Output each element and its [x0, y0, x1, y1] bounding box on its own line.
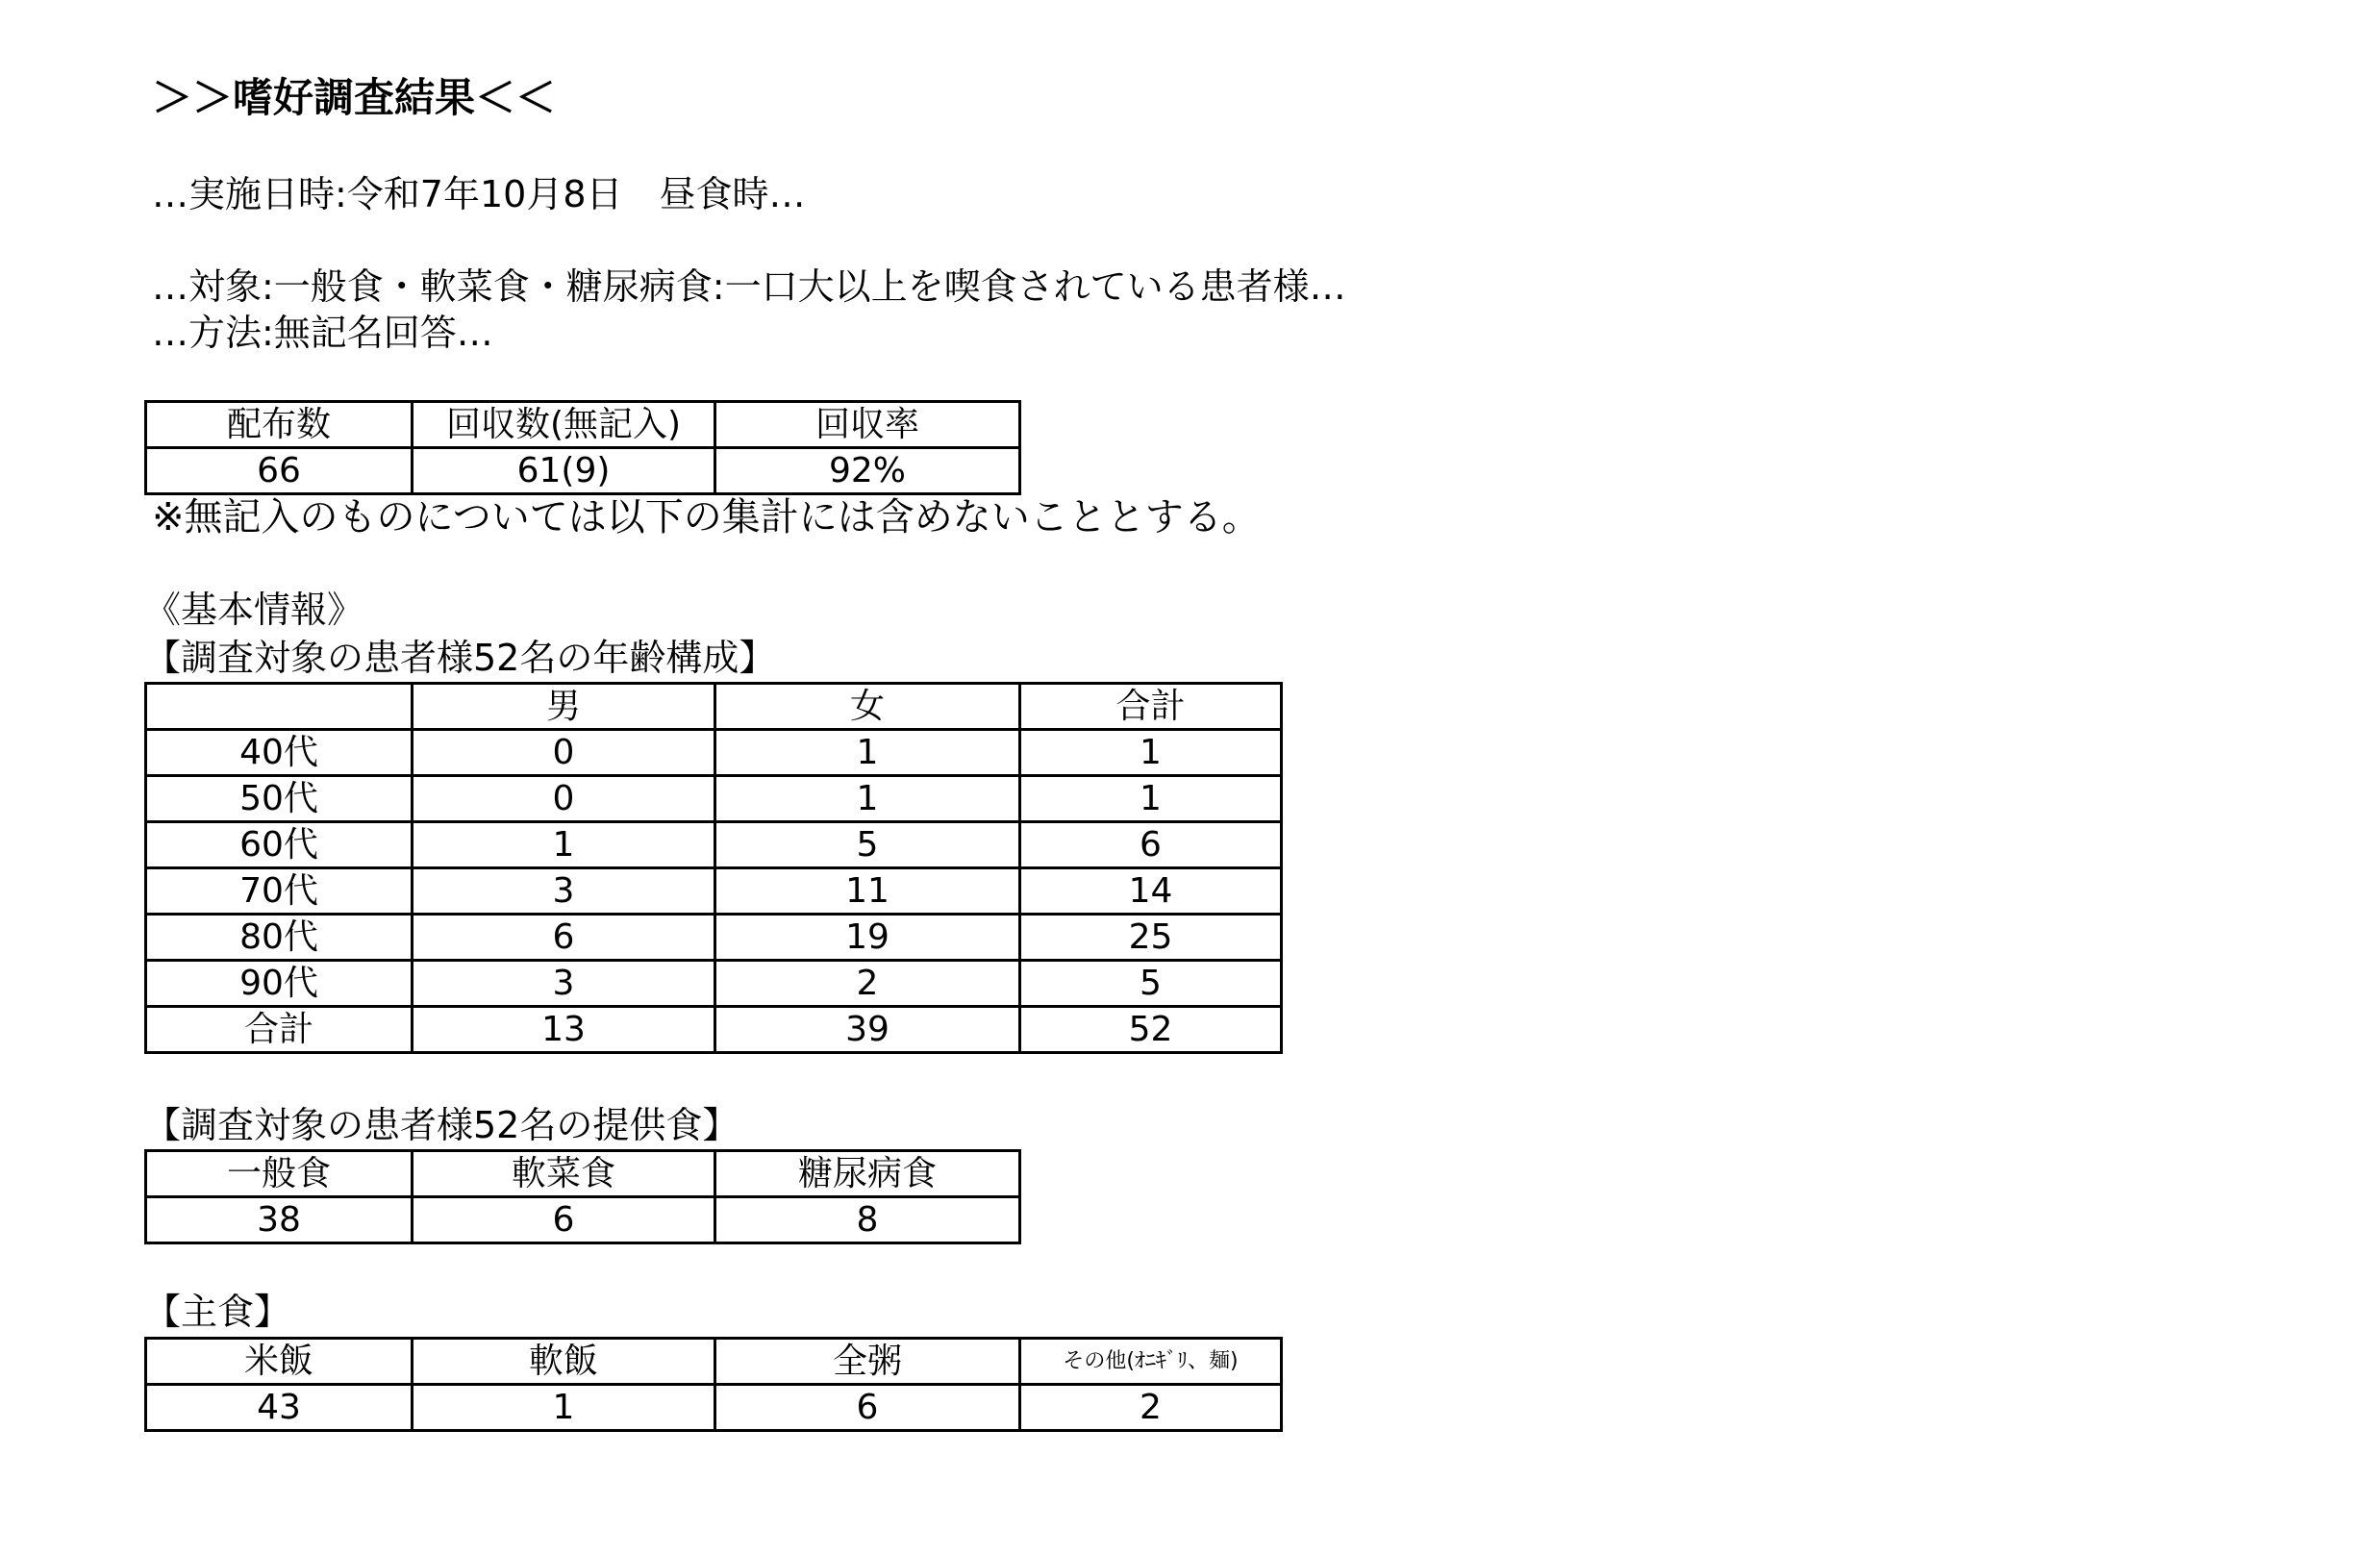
male-count-cell: 0: [413, 776, 715, 822]
porridge-count-cell: 6: [715, 1385, 1020, 1431]
survey-date-line: …実施日時:令和7年10月8日 昼食時…: [152, 173, 806, 215]
total-count-cell: 5: [1020, 961, 1282, 1007]
age-corner-cell: [146, 684, 413, 730]
rice-header-cell: 米飯: [146, 1339, 413, 1385]
meal-header-row: [146, 1151, 1020, 1197]
diabetic-diet-header-cell: 糖尿病食: [715, 1151, 1020, 1197]
male-count-cell: 3: [413, 868, 715, 915]
meal-type-table: [144, 1149, 1021, 1244]
table-row: [146, 730, 1282, 776]
survey-method-line: …方法:無記名回答…: [152, 312, 493, 354]
table-row: [146, 915, 1282, 961]
female-count-cell: 11: [715, 868, 1020, 915]
table-row: [146, 776, 1282, 822]
collected-value-cell: 61(9): [413, 448, 715, 494]
female-count-cell: 5: [715, 822, 1020, 868]
female-count-cell: 2: [715, 961, 1020, 1007]
age-row-label: 70代: [146, 868, 413, 915]
female-count-cell: 1: [715, 730, 1020, 776]
collection-value-row: [146, 448, 1020, 494]
total-count-cell: 1: [1020, 776, 1282, 822]
male-header-cell: 男: [413, 684, 715, 730]
general-diet-header-cell: 一般食: [146, 1151, 413, 1197]
rice-count-cell: 43: [146, 1385, 413, 1431]
female-header-cell: 女: [715, 684, 1020, 730]
distributed-value-cell: 66: [146, 448, 413, 494]
survey-target-line: …対象:一般食・軟菜食・糖尿病食:一口大以上を喫食されている患者様…: [152, 265, 1346, 308]
age-total-row: [146, 1007, 1282, 1053]
collected-header-cell: 回収数(無記入): [413, 402, 715, 448]
total-header-cell: 合計: [1020, 684, 1282, 730]
staple-food-table: [144, 1337, 1283, 1432]
other-staple-count-cell: 2: [1020, 1385, 1282, 1431]
total-count-cell: 6: [1020, 822, 1282, 868]
staple-value-row: [146, 1385, 1282, 1431]
porridge-header-cell: 全粥: [715, 1339, 1020, 1385]
female-count-cell: 19: [715, 915, 1020, 961]
male-count-cell: 3: [413, 961, 715, 1007]
other-staple-header-cell: その他(ｵﾆｷﾞﾘ、麺): [1020, 1339, 1282, 1385]
total-count-cell: 14: [1020, 868, 1282, 915]
meal-table-caption: 【調査対象の患者様52名の提供食】: [144, 1104, 739, 1146]
collection-rate-value-cell: 92%: [715, 448, 1020, 494]
distributed-header-cell: 配布数: [146, 402, 413, 448]
total-count-cell: 1: [1020, 730, 1282, 776]
age-table-caption: 【調査対象の患者様52名の年齢構成】: [144, 637, 776, 679]
collection-table: [144, 400, 1021, 495]
age-row-label: 90代: [146, 961, 413, 1007]
female-count-cell: 1: [715, 776, 1020, 822]
table-row: [146, 822, 1282, 868]
total-count-cell: 25: [1020, 915, 1282, 961]
soft-diet-count-cell: 6: [413, 1197, 715, 1243]
general-diet-count-cell: 38: [146, 1197, 413, 1243]
page-title: ＞＞嗜好調査結果＜＜: [152, 74, 557, 121]
age-row-label: 60代: [146, 822, 413, 868]
age-row-label: 40代: [146, 730, 413, 776]
age-row-label: 合計: [146, 1007, 413, 1053]
meal-value-row: [146, 1197, 1020, 1243]
female-count-cell: 39: [715, 1007, 1020, 1053]
table-row: [146, 961, 1282, 1007]
male-count-cell: 6: [413, 915, 715, 961]
table-row: [146, 868, 1282, 915]
soft-diet-header-cell: 軟菜食: [413, 1151, 715, 1197]
male-count-cell: 13: [413, 1007, 715, 1053]
age-row-label: 80代: [146, 915, 413, 961]
basic-info-heading: 《基本情報》: [144, 589, 364, 631]
diabetic-diet-count-cell: 8: [715, 1197, 1020, 1243]
age-table: [144, 682, 1283, 1054]
soft-rice-count-cell: 1: [413, 1385, 715, 1431]
male-count-cell: 1: [413, 822, 715, 868]
male-count-cell: 0: [413, 730, 715, 776]
staple-header-row: [146, 1339, 1282, 1385]
collection-header-row: [146, 402, 1020, 448]
exclusion-note: ※無記入のものについては以下の集計には含めないこととする。: [152, 495, 1261, 540]
age-header-row: [146, 684, 1282, 730]
collection-rate-header-cell: 回収率: [715, 402, 1020, 448]
staple-table-caption: 【主食】: [144, 1291, 291, 1333]
age-row-label: 50代: [146, 776, 413, 822]
soft-rice-header-cell: 軟飯: [413, 1339, 715, 1385]
total-count-cell: 52: [1020, 1007, 1282, 1053]
